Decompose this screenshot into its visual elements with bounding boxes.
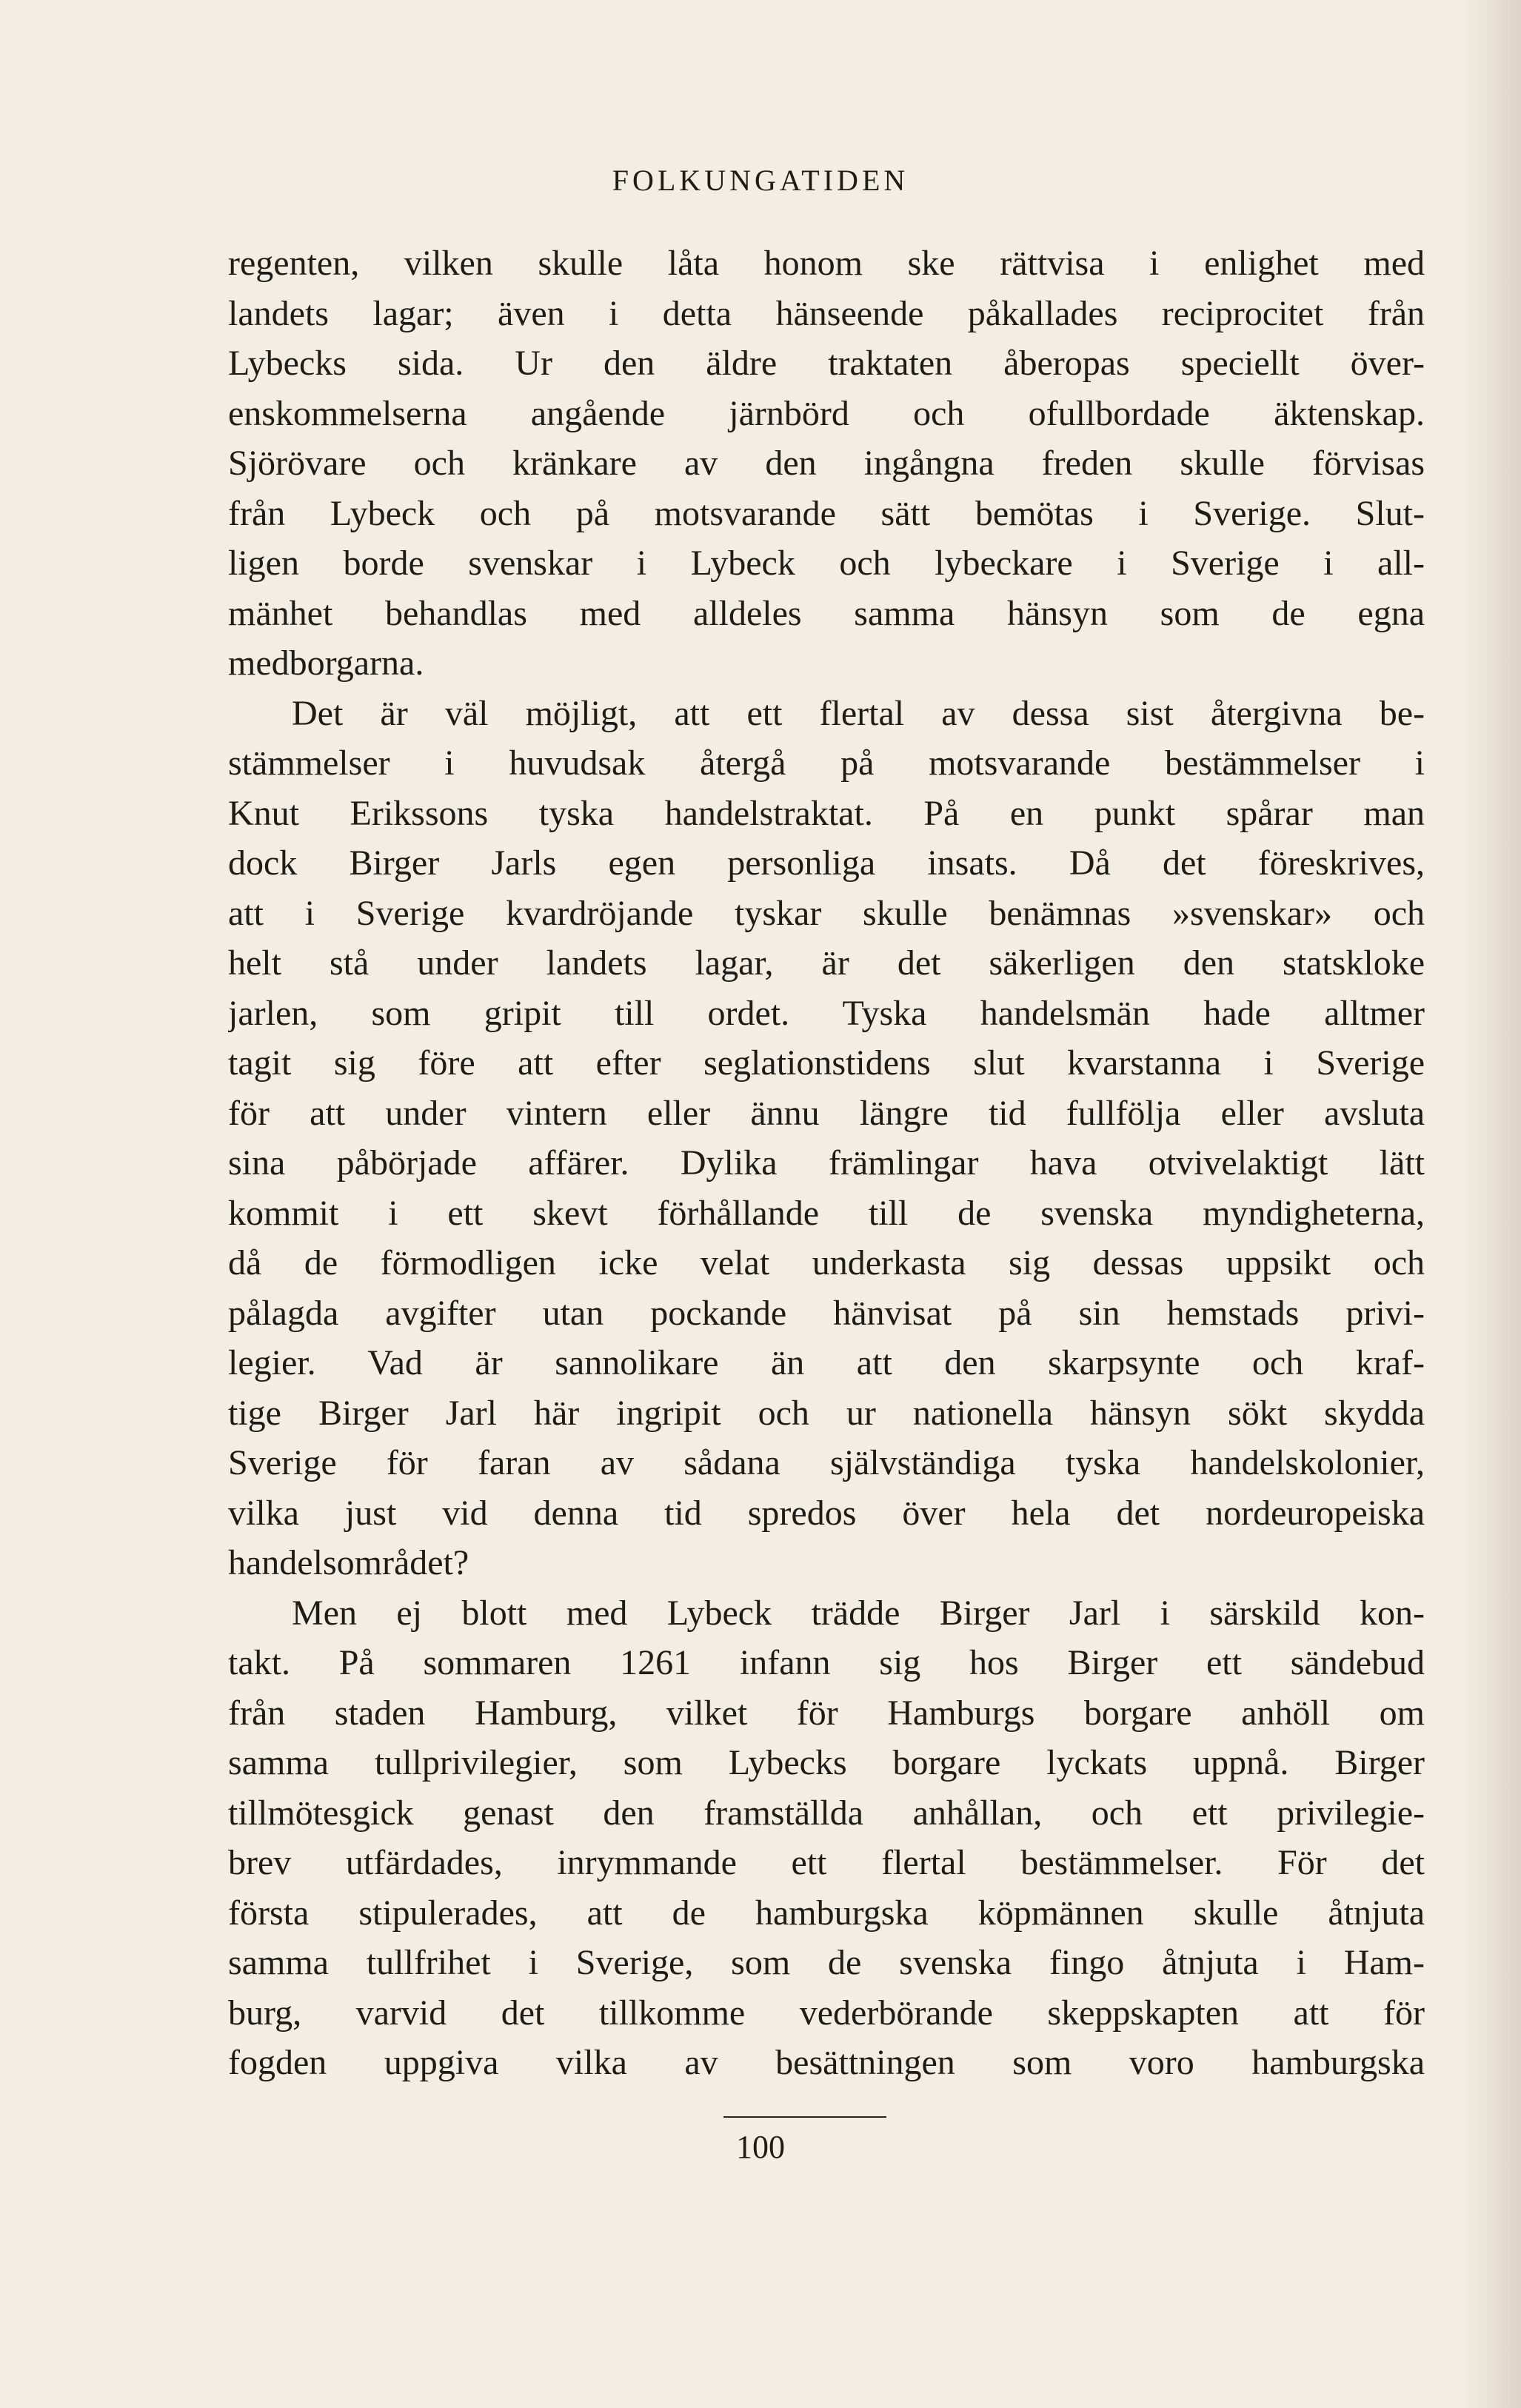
body-text <box>228 238 1425 2088</box>
text-line: tillmötesgick genast den framställda anhållan, och ett privilegie- <box>228 1793 1425 1833</box>
text-line: brev utfärdades, inrymmande ett flertal bestämmelser. För det <box>228 1843 1425 1882</box>
text-line: från staden Hamburg, vilket för Hamburgs borgare anhöll om <box>228 1693 1425 1733</box>
text-line: burg, varvid det tillkomme vederbörande skeppskapten att för <box>228 1993 1425 2033</box>
text-line: enskommelserna angående järnbörd och ofullbordade äktenskap. <box>228 393 1425 433</box>
text-line: Sjörövare och kränkare av den ingångna freden skulle förvisas <box>228 444 1425 483</box>
page-number: 100 <box>736 2129 785 2165</box>
footer-rule <box>723 2116 886 2118</box>
text-line: kommit i ett skevt förhållande till de svenska myndigheterna, <box>228 1193 1425 1233</box>
text-line: fogden uppgiva vilka av besättningen som voro hamburgska <box>228 2043 1425 2082</box>
text-line: takt. På sommaren 1261 infann sig hos Birger ett sändebud <box>228 1643 1425 1682</box>
text-line: tige Birger Jarl här ingripit och ur nationella hänsyn sökt skydda <box>228 1393 1425 1433</box>
text-line: landets lagar; även i detta hänseende påkallades reciprocitet från <box>228 293 1425 333</box>
text-line: samma tullfrihet i Sverige, som de svenska fingo åtnjuta i Ham- <box>228 1943 1425 1982</box>
text-line: mänhet behandlas med alldeles samma hänsyn som de egna <box>228 593 1425 633</box>
page-edge-shadow <box>1462 0 1521 2408</box>
text-line: vilka just vid denna tid spredos över hela det nordeuropeiska <box>228 1493 1425 1533</box>
text-line: första stipulerades, att de hamburgska köpmännen skulle åtnjuta <box>228 1893 1425 1933</box>
text-line: ligen borde svenskar i Lybeck och lybeckare i Sverige i all- <box>228 544 1425 583</box>
text-line: handelsområdet? <box>228 1543 469 1582</box>
text-line: då de förmodligen icke velat underkasta sig dessas uppsikt och <box>228 1243 1425 1282</box>
text-line: för att under vintern eller ännu längre tid fullfölja eller avsluta <box>228 1093 1425 1133</box>
text-line: att i Sverige kvardröjande tyskar skulle benämnas »svenskar» och <box>228 893 1425 933</box>
text-line: dock Birger Jarls egen personliga insats. Då det föreskrives, <box>228 843 1425 883</box>
text-line: tagit sig före att efter seglationstidens slut kvarstanna i Sverige <box>228 1043 1425 1083</box>
text-line: Sverige för faran av sådana självständiga tyska handelskolonier, <box>228 1443 1425 1482</box>
text-line: sina påbörjade affärer. Dylika främlingar hava otvivelaktigt lätt <box>228 1143 1425 1183</box>
text-line: jarlen, som gripit till ordet. Tyska handelsmän hade alltmer <box>228 993 1425 1033</box>
text-line: regenten, vilken skulle låta honom ske rättvisa i enlighet med <box>228 244 1425 283</box>
text-line: legier. Vad är sannolikare än att den skarpsynte och kraf- <box>228 1343 1425 1382</box>
text-line: helt stå under landets lagar, är det säkerligen den statskloke <box>228 943 1425 983</box>
text-line: medborgarna. <box>228 643 424 683</box>
text-line: från Lybeck och på motsvarande sätt bemötas i Sverige. Slut- <box>228 493 1425 533</box>
text-line: Knut Erikssons tyska handelstraktat. På en punkt spårar man <box>228 793 1425 833</box>
text-line: Men ej blott med Lybeck trädde Birger Jarl i särskild kon- <box>292 1593 1425 1633</box>
text-line: pålagda avgifter utan pockande hänvisat på sin hemstads privi- <box>228 1293 1425 1333</box>
running-head: FOLKUNGATIDEN <box>612 164 909 197</box>
text-line: Lybecks sida. Ur den äldre traktaten åberopas speciellt över- <box>228 344 1425 383</box>
text-line: stämmelser i huvudsak återgå på motsvarande bestämmelser i <box>228 743 1425 783</box>
text-line: samma tullprivilegier, som Lybecks borgare lyckats uppnå. Birger <box>228 1743 1425 1782</box>
text-line: Det är väl möjligt, att ett flertal av dessa sist återgivna be- <box>292 693 1425 733</box>
